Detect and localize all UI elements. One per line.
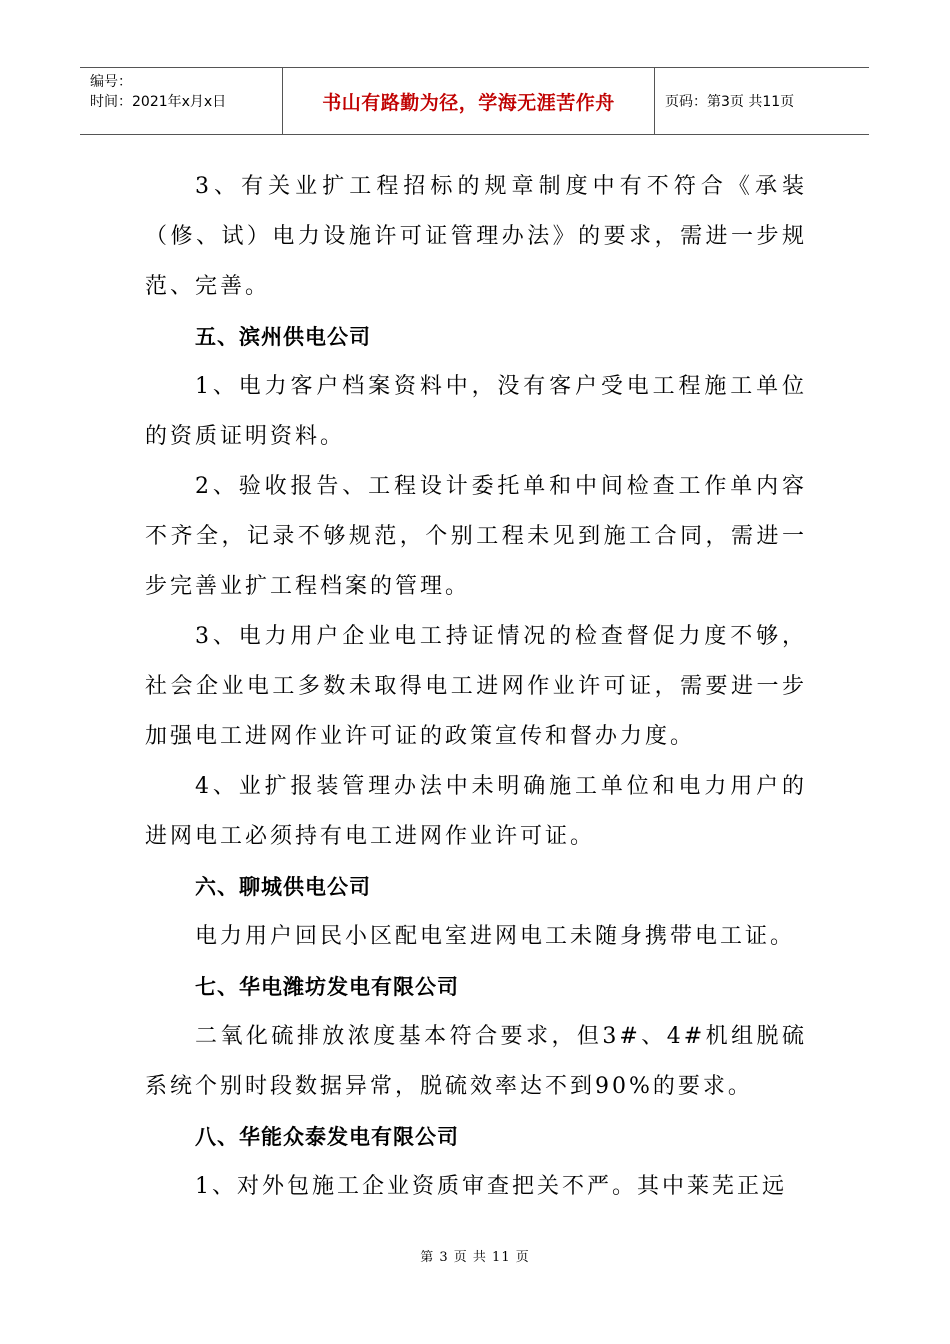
- page-header: [80, 67, 869, 135]
- paragraph: 电力用户回民小区配电室进网电工未随身携带电工证。: [195, 924, 796, 949]
- header-meta: [80, 68, 283, 134]
- section-heading: 五、滨州供电公司: [195, 325, 371, 349]
- paragraph: 2、验收报告、工程设计委托单和中间检查工作单内容不齐全，记录不够规范，个别工程未见到施工合同，需进一步完善业扩工程档案的管理。: [145, 474, 807, 599]
- document-time-label: 时间：2021年x月x日: [90, 94, 227, 110]
- paragraph: 3、有关业扩工程招标的规章制度中有不符合《承装（修、试）电力设施许可证管理办法》的要求，需进一步规范、完善。: [145, 174, 807, 299]
- paragraph: 二氧化硫排放浓度基本符合要求，但3#、4#机组脱硫系统个别时段数据异常，脱硫效率达不到90%的要求。: [145, 1024, 807, 1099]
- document-number-label: 编号：: [90, 74, 132, 90]
- header-page-info: 页码：第3页 共11页: [665, 94, 795, 110]
- document-body: [145, 162, 807, 1212]
- section-heading: 八、华能众泰发电有限公司: [195, 1125, 459, 1149]
- paragraph: 1、电力客户档案资料中，没有客户受电工程施工单位的资质证明资料。: [145, 374, 807, 449]
- paragraph: 3、电力用户企业电工持证情况的检查督促力度不够，社会企业电工多数未取得电工进网作业许可证，需要进一步加强电工进网作业许可证的政策宣传和督办力度。: [145, 624, 807, 749]
- header-motto: 书山有路勤为径，学海无涯苦作舟: [283, 68, 655, 134]
- section-heading: 七、华电潍坊发电有限公司: [195, 975, 459, 999]
- section-heading: 六、聊城供电公司: [195, 875, 371, 899]
- page-footer: 第 3 页 共 11 页: [420, 1250, 530, 1265]
- paragraph: 1、对外包施工企业资质审查把关不严。其中莱芜正远: [195, 1174, 787, 1199]
- paragraph: 4、业扩报装管理办法中未明确施工单位和电力用户的进网电工必须持有电工进网作业许可证。: [145, 774, 807, 849]
